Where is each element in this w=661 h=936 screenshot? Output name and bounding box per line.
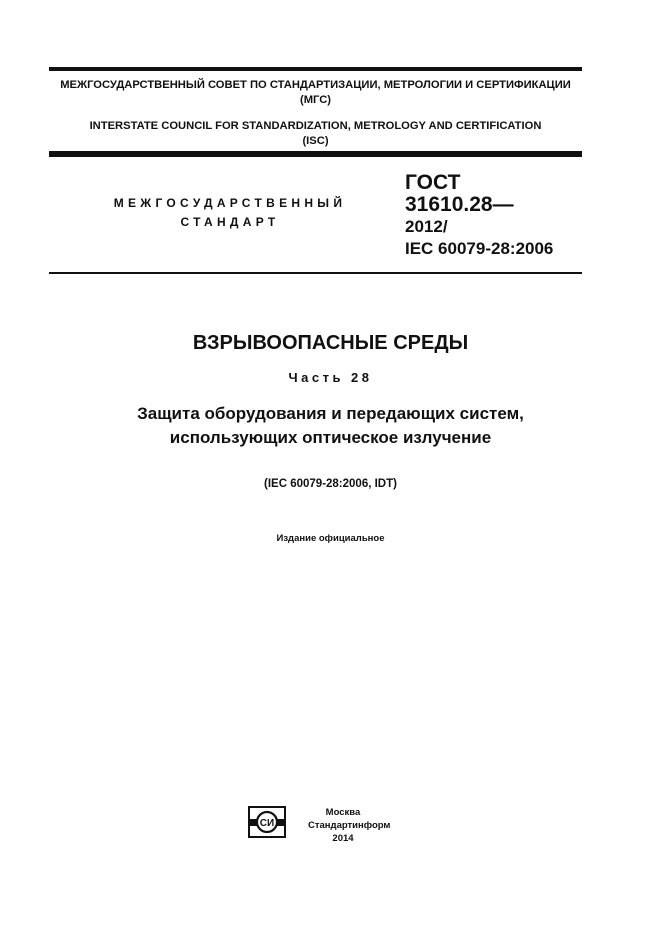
council-en-abbr: (ISC)	[302, 135, 329, 147]
gost-code	[405, 172, 553, 260]
council-ru	[49, 78, 582, 108]
top-rule	[49, 67, 582, 71]
main-title: ВЗРЫВООПАСНЫЕ СРЕДЫ	[192, 332, 469, 354]
header-thick-rule	[49, 151, 582, 157]
standard-label	[80, 194, 380, 232]
council-en-name: INTERSTATE COUNCIL FOR STANDARDIZATION, METROLOGY AND CERTIFICATION	[89, 120, 542, 132]
iec-reference: (IEC 60079-28:2006, IDT)	[264, 478, 397, 490]
publisher-city: Москва	[325, 807, 361, 818]
subtitle	[0, 402, 661, 450]
publisher-year: 2014	[332, 833, 354, 844]
gost-code-line4: IEC 60079-28:2006	[405, 239, 554, 258]
part-label: Часть 28	[288, 370, 373, 385]
council-ru-abbr: (МГС)	[299, 94, 332, 106]
standartinform-logo-icon	[248, 806, 286, 838]
publisher-name: Стандартинформ	[308, 820, 391, 831]
edition-label: Издание официальное	[276, 533, 385, 544]
standard-label-line2: СТАНДАРТ	[180, 215, 280, 229]
gost-code-line3: 2012/	[405, 217, 448, 236]
gost-code-line1: ГОСТ	[405, 171, 461, 194]
council-en	[49, 119, 582, 149]
council-ru-name: МЕЖГОСУДАРСТВЕННЫЙ СОВЕТ ПО СТАНДАРТИЗАЦИИ, МЕТРОЛОГИИ И СЕРТИФИКАЦИИ	[60, 79, 571, 91]
subtitle-line2: использующих оптическое излучение	[169, 428, 492, 447]
gost-code-line2: 31610.28—	[405, 193, 514, 216]
standard-label-line1: МЕЖГОСУДАРСТВЕННЫЙ	[113, 196, 347, 210]
subtitle-line1: Защита оборудования и передающих систем,	[137, 404, 524, 423]
logo-text: СИ	[259, 818, 275, 829]
standard-bottom-rule	[49, 272, 582, 274]
publisher-block	[308, 806, 391, 845]
